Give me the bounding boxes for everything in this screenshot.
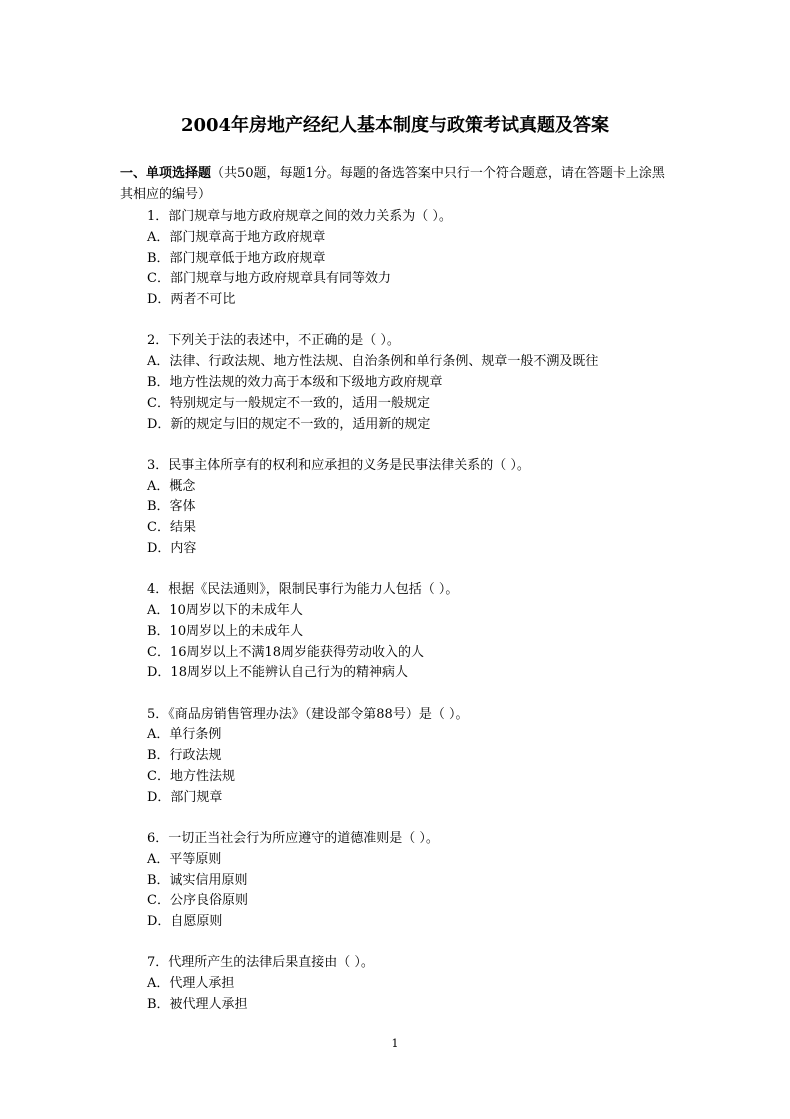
section-heading: 一、单项选择题	[120, 166, 212, 181]
answer-option: B．客体	[147, 499, 196, 515]
answer-option: A．代理人承担	[147, 976, 235, 992]
answer-option: B．部门规章低于地方政府规章	[147, 250, 326, 266]
answer-option: A．10周岁以下的未成年人	[147, 603, 303, 618]
answer-option: C．特别规定与一般规定不一致的，适用一般规定	[147, 395, 430, 411]
answer-option: D．内容	[147, 541, 197, 556]
answer-option: C．结果	[147, 520, 196, 536]
answer-option: A．概念	[147, 478, 196, 494]
answer-option: B．被代理人承担	[147, 997, 248, 1012]
question-stem: 7．代理所产生的法律后果直接由（ ）。	[147, 955, 374, 971]
answer-option: A．单行条例	[147, 727, 222, 743]
answer-option: D．部门规章	[147, 789, 223, 805]
answer-option: D．18周岁以上不能辨认自己行为的精神病人	[147, 665, 408, 681]
question-stem: 3．民事主体所享有的权利和应承担的义务是民事法律关系的（ ）。	[147, 457, 530, 473]
answer-option: C．公序良俗原则	[147, 893, 248, 909]
section-instructions: （共50题，每题1分。每题的备选答案中只行一个符合题意，请在答题卡上涂黑其相应的编号）	[120, 166, 665, 202]
section-intro	[120, 163, 665, 205]
answer-option: C．地方性法规	[147, 769, 235, 784]
answer-option: B．诚实信用原则	[147, 872, 248, 888]
answer-option: D．新的规定与旧的规定不一致的，适用新的规定	[147, 416, 431, 432]
question-stem: 2．下列关于法的表述中，不正确的是（ ）。	[147, 333, 400, 349]
question-stem: 6．一切正当社会行为所应遵守的道德准则是（ ）。	[147, 831, 439, 846]
answer-option: C．部门规章与地方政府规章具有同等效力	[147, 271, 391, 287]
answer-option: B．10周岁以上的未成年人	[147, 623, 304, 639]
question-stem: 1．部门规章与地方政府规章之间的效力关系为（ ）。	[147, 209, 452, 224]
answer-option: B．行政法规	[147, 748, 222, 764]
document-title: 2004年房地产经纪人基本制度与政策考试真题及答案	[180, 115, 610, 136]
answer-option: A．部门规章高于地方政府规章	[147, 229, 326, 245]
answer-option: D．自愿原则	[147, 914, 223, 930]
answer-option: D．两者不可比	[147, 292, 236, 308]
question-stem: 5．《商品房销售管理办法》（建设部令第88号）是（ ）。	[147, 706, 469, 722]
question-stem: 4．根据《民法通则》，限制民事行为能力人包括（ ）。	[147, 582, 459, 598]
answer-option: B．地方性法规的效力高于本级和下级地方政府规章	[147, 375, 443, 390]
page-number: 1	[391, 1037, 399, 1050]
answer-option: C．16周岁以上不满18周岁能获得劳动收入的人	[147, 644, 425, 660]
answer-option: A．法律、行政法规、地方性法规、自治条例和单行条例、规章一般不溯及既往	[147, 354, 599, 370]
answer-option: A．平等原则	[147, 851, 222, 867]
